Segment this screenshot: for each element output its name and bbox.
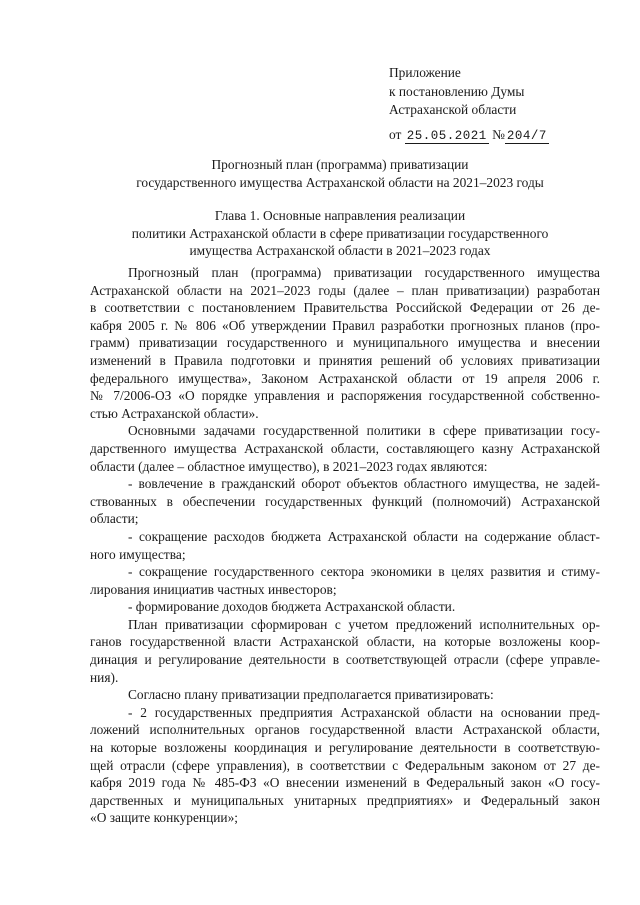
chapter-title	[60, 207, 620, 260]
paragraph-line: ного имущества;	[90, 546, 186, 562]
chapter-title-line: политики Астраханской области в сфере приватизации государственного	[131, 225, 549, 241]
paragraph-line: «О защите конкуренции»;	[90, 810, 238, 826]
paragraph	[90, 422, 600, 475]
paragraph-line: Согласно плану приватизации предполагается приватизировать:	[128, 687, 494, 703]
body-text	[90, 264, 600, 827]
appendix-region-line: Астраханской области	[389, 102, 517, 117]
paragraph-line: в соответствии с постановлением Правительства Российской Федерации от 26 де-	[90, 300, 600, 316]
paragraph	[90, 616, 600, 686]
paragraph-line: дарственных и муниципальных унитарных предприятиях» и Федеральный закон	[90, 792, 600, 808]
paragraph	[90, 686, 600, 704]
paragraph-line: - 2 государственных предприятия Астраханской области на основании пред-	[128, 704, 600, 720]
paragraph	[90, 475, 600, 528]
paragraph-line: ния).	[90, 669, 119, 685]
paragraph-line: № 7/2006-ОЗ «О порядке управления и распоряжения государственной собственно-	[90, 388, 600, 404]
paragraph-line: кабря 2005 г. № 806 «Об утверждении Правил разработки прогнозных планов (про-	[90, 317, 600, 333]
paragraph-line: кабря 2019 года № 485-ФЗ «О внесении изменений в Федеральный закон «О госу-	[90, 775, 600, 791]
paragraph-line: - вовлечение в гражданский оборот объектов областного имущества, не задей-	[128, 476, 600, 492]
paragraph-line: ложений исполнительных органов государственной власти Астраханской области,	[90, 722, 600, 738]
plan-title-line: государственного имущества Астраханской области на 2021–2023 годы	[136, 174, 544, 190]
paragraph-line: щей отрасли (сфере управления), в соответствии с Федеральным законом от 27 де-	[90, 757, 600, 773]
paragraph-line: грамм) приватизации государственного и муниципального имущества и внесении	[90, 335, 600, 351]
paragraph-line: - сокращение государственного сектора экономики в целях развития и стиму-	[128, 564, 600, 580]
paragraph-line: дарственного имущества Астраханской области, составляющего казну Астраханской	[90, 440, 600, 456]
paragraph-line: на которые возложены координация и регулирование деятельности в соответствую-	[90, 740, 600, 756]
plan-title	[60, 156, 620, 191]
paragraph-line: изменений в Правила подготовки и принятия решений об условиях приватизации	[90, 352, 600, 368]
paragraph	[90, 264, 600, 422]
chapter-title-line: имущества Астраханской области в 2021–2023 годах	[189, 243, 491, 258]
paragraph	[90, 563, 600, 598]
number-prefix: №	[492, 126, 505, 142]
paragraph-line: Основными задачами государственной политики в сфере приватизации госу-	[128, 423, 600, 439]
resolution-number: 204/7	[506, 128, 547, 143]
appendix-heading: Приложение	[389, 65, 461, 80]
paragraph-line: ствованных в обеспечении государственных функций (полномочий) Астраханской	[90, 493, 600, 509]
paragraph-line: - сокращение расходов бюджета Астраханской области на содержание област-	[128, 528, 600, 544]
paragraph-line: области;	[90, 511, 139, 527]
appendix-resolution-line: к постановлению Думы	[389, 83, 525, 99]
paragraph-line: План приватизации сформирован с учетом предложений исполнительных ор-	[128, 616, 600, 632]
paragraph-line: стью Астраханской области».	[90, 405, 259, 421]
resolution-date: 25.05.2021	[406, 128, 487, 143]
paragraph-line: лирования инициатив частных инвесторов;	[90, 581, 337, 597]
appendix-date-line	[389, 126, 549, 146]
plan-title-line: Прогнозный план (программа) приватизации	[211, 157, 469, 172]
chapter-title-line: Глава 1. Основные направления реализации	[214, 208, 466, 223]
paragraph	[90, 704, 600, 827]
paragraph-line: динация и регулирование деятельности в соответствующей отрасли (сфере управле-	[90, 652, 600, 668]
paragraph-line: ганов государственной власти Астраханской области, на которые возложены коор-	[90, 634, 600, 650]
paragraph-line: Астраханской области на 2021–2023 годы (далее – план приватизации) разработан	[90, 282, 600, 298]
paragraph-line: - формирование доходов бюджета Астраханской области.	[128, 599, 456, 615]
appendix-block	[389, 64, 549, 145]
paragraph-line: федерального имущества», Законом Астраханской области от 19 апреля 2006 г.	[90, 370, 600, 386]
paragraph	[90, 598, 600, 616]
date-prefix: от	[389, 126, 402, 142]
paragraph-line: Прогнозный план (программа) приватизации государственного имущества	[128, 265, 600, 280]
paragraph	[90, 528, 600, 563]
paragraph-line: области (далее – областное имущество), в 2021–2023 годах являются:	[90, 458, 488, 474]
